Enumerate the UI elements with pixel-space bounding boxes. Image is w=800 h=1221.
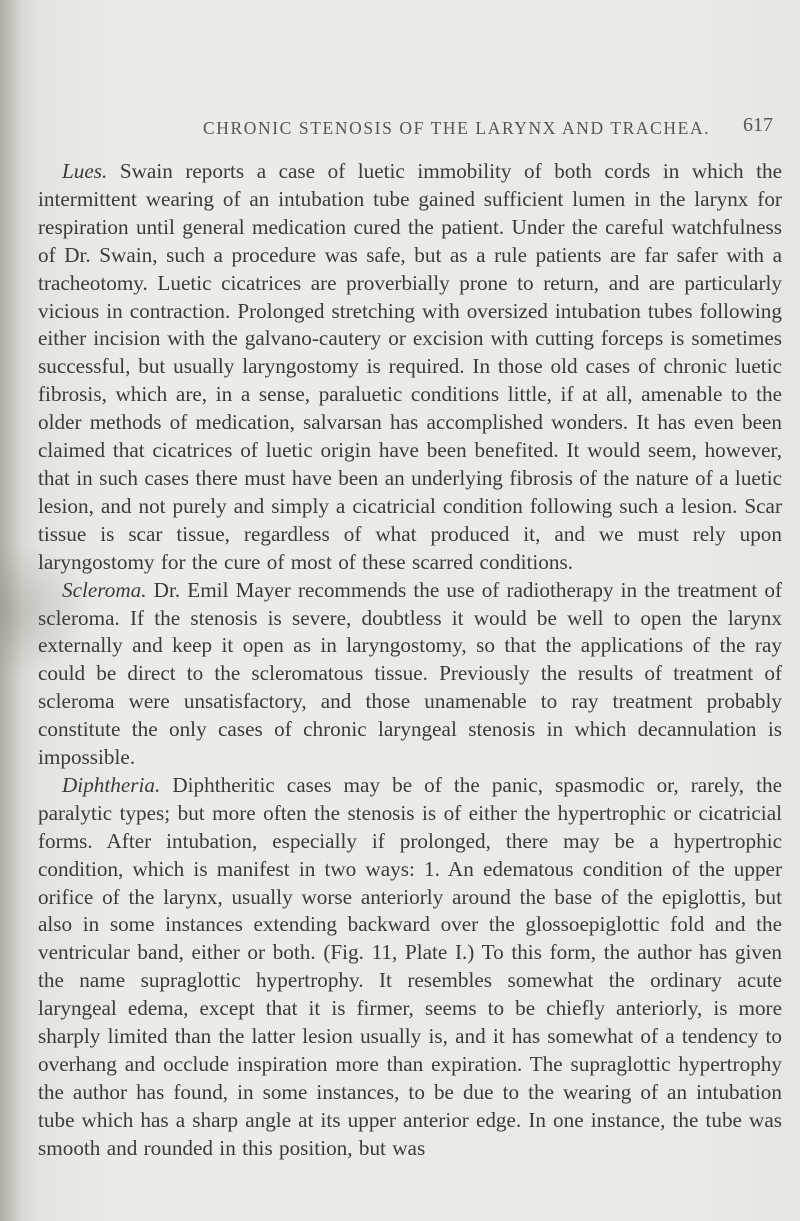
- paragraph-text: Dr. Emil Mayer recommends the use of radiotherapy in the treatment of scleroma. If the stenosis is severe, doubtless it would be well to open the larynx externally and keep it open as in laryngostomy, so that the applications of the ray could be direct to the scleromatous tissue. Previously the results of treatment of scleroma were unsatisfactory, and those unamenable to ray treatment probably constitute the only cases of chronic laryngeal stenosis in which decannulation is impossible.: [38, 577, 782, 770]
- body-text: [38, 158, 782, 1163]
- running-head: [203, 114, 773, 148]
- paragraph-lead: Scleroma.: [62, 577, 147, 602]
- paragraph-scleroma: [38, 577, 782, 772]
- paragraph-lead: Diphtheria.: [62, 772, 161, 797]
- paragraph-text: Swain reports a case of luetic immobility of both cords in which the intermittent wearing of an intubation tube gained sufficient lumen in the larynx for respiration until general medication cured the patient. Under the careful watchfulness of Dr. Swain, such a procedure was safe, but as a rule patients are far safer with a tracheotomy. Luetic cicatrices are proverbially prone to return, and are particularly vicious in contraction. Prolonged stretching with oversized intubation tubes following either incision with the galvano-cautery or excision with cutting forceps is sometimes successful, but usually laryngostomy is required. In those old cases of chronic luetic fibrosis, which are, in a sense, paraluetic conditions little, if at all, amenable to the older methods of medication, salvarsan has accomplished wonders. It has even been claimed that cicatrices of luetic origin have been benefited. It would seem, however, that in such cases there must have been an underlying fibrosis of the nature of a luetic lesion, and not purely and simply a cicatricial condition following such a lesion. Scar tissue is scar tissue, regardless of what produced it, and we must rely upon laryngostomy for the cure of most of these scarred conditions.: [38, 159, 782, 574]
- page-number: 617: [743, 114, 773, 136]
- running-head-title: CHRONIC STENOSIS OF THE LARYNX AND TRACHEA.: [203, 118, 711, 138]
- paragraph-diphtheria: [38, 772, 782, 1163]
- paragraph-text: Diphtheritic cases may be of the panic, spasmodic or, rarely, the paralytic types; but more often the stenosis is of either the hypertrophic or cicatricial forms. After intubation, especially if prolonged, there may be a hypertrophic condition, which is manifest in two ways: 1. An edematous condition of the upper orifice of the larynx, usually worse anteriorly around the base of the epiglottis, but also in some instances extending backward over the glossoepiglottic fold and the ventricular band, either or both. (Fig. 11, Plate I.) To this form, the author has given the name supraglottic hypertrophy. It resembles somewhat the ordinary acute laryngeal edema, except that it is firmer, seems to be chiefly anteriorly, is more sharply limited than the latter lesion usually is, and it has somewhat of a tendency to overhang and occlude inspiration more than expiration. The supraglottic hypertrophy the author has found, in some instances, to be due to the wearing of an intubation tube which has a sharp angle at its upper anterior edge. In one instance, the tube was smooth and rounded in this position, but was: [38, 772, 782, 1160]
- paragraph-lues: [38, 158, 782, 577]
- paragraph-lead: Lues.: [62, 159, 108, 183]
